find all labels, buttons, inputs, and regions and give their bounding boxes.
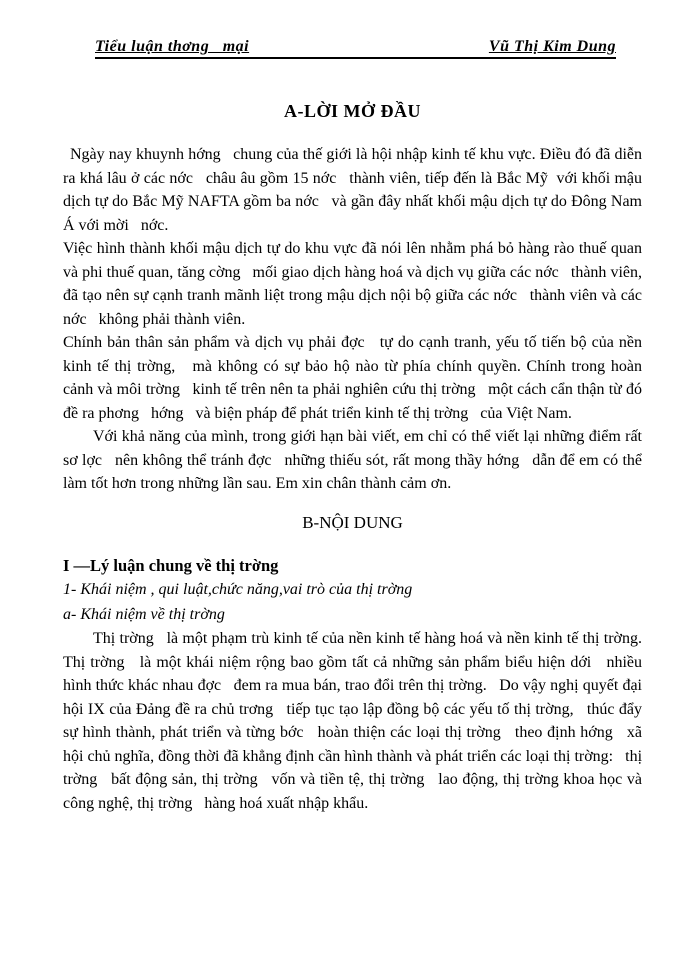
header-left-title: Tiểu luận thơng mại [95, 38, 250, 55]
paragraph-intro-3: Chính bản thân sản phẩm và dịch vụ phải đợc tự do cạnh tranh, yếu tố tiến bộ của nền kinh tế thị trờng, mà không có sự bảo hộ nào từ phía chính quyền. Chính trong hoàn cảnh và môi trờng kinh tế trên nên ta phải nghiên cứu thị trờng một cách cẩn thận từ đó đề ra phơng hớng và biện pháp để phát triển kinh tế thị trờng của Việt Nam. [63, 334, 646, 422]
subheading-1-khai-niem: 1- Khái niệm , qui luật,chức năng,vai trò của thị trờng [63, 581, 413, 598]
section-b-title: B-NỘI DUNG [302, 512, 403, 532]
header-right-author: Vũ Thị Kim Dung [488, 38, 616, 55]
heading-i-ly-luan: I —Lý luận chung về thị trờng [63, 555, 279, 575]
paragraph-thi-truong: Thị trờng là một phạm trù kinh tế của nền kinh tế hàng hoá và nền kinh tế thị trờng. Thị trờng là một khái niệm rộng bao gồm tất cả những sản phẩm biểu hiện dới nhiều hình thức khác nhau đợc đem ra mua bán, trao đổi trên thị trờng. Do vậy nghị quyết đại hội IX của Đảng đề ra chủ trơng tiếp tục tạo lập đồng bộ các yếu tố thị trờng, thúc đẩy sự hình thành, phát triển và từng bớc hoàn thiện các loại thị trờng theo định hớng xã hội chủ nghĩa, đồng thời đã khẳng định cần hình thành và phát triển các loại thị trờng: thị trờng bất động sản, thị trờng vốn và tiền tệ, thị trờng lao động, thị trờng khoa học và công nghệ, thị trờng hàng hoá xuất nhập khẩu. [63, 630, 654, 812]
paragraph-intro-4: Với khả năng của mình, trong giới hạn bài viết, em chỉ có thể viết lại những điểm rất sơ lợc nên không thể tránh đợc những thiếu sót, rất mong thầy hớng dẫn để em có thể làm tốt hơn trong những lần sau. Em xin chân thành cảm ơn. [63, 428, 646, 492]
document-body [63, 101, 654, 815]
subheading-a-khai-niem: a- Khái niệm về thị trờng [63, 605, 225, 623]
paragraph-intro-2: Việc hình thành khối mậu dịch tự do khu vực đã nói lên nhằm phá bỏ hàng rào thuế quan và phi thuế quan, tăng cờng mối giao dịch hàng hoá và dịch vụ giữa các nớc thành viên, đã tạo nên sự cạnh tranh mãnh liệt trong mậu dịch nội bộ giữa các nớc thành viên và các nớc không phải thành viên. [63, 240, 646, 328]
page-header [95, 38, 616, 59]
section-a-title: A-LỜI MỞ ĐẦU [284, 101, 421, 121]
paragraph-intro-1: Ngày nay khuynh hớng chung của thế giới là hội nhập kinh tế khu vực. Điều đó đã diễn ra khá lâu ở các nớc châu âu gồm 15 nớc thành viên, tiếp đến là Bắc Mỹ với khối mậu dịch tự do Bắc Mỹ NAFTA gồm ba nớc và gần đây nhất khối mậu dịch tự do Đông Nam Á với mời nớc. [63, 146, 646, 234]
